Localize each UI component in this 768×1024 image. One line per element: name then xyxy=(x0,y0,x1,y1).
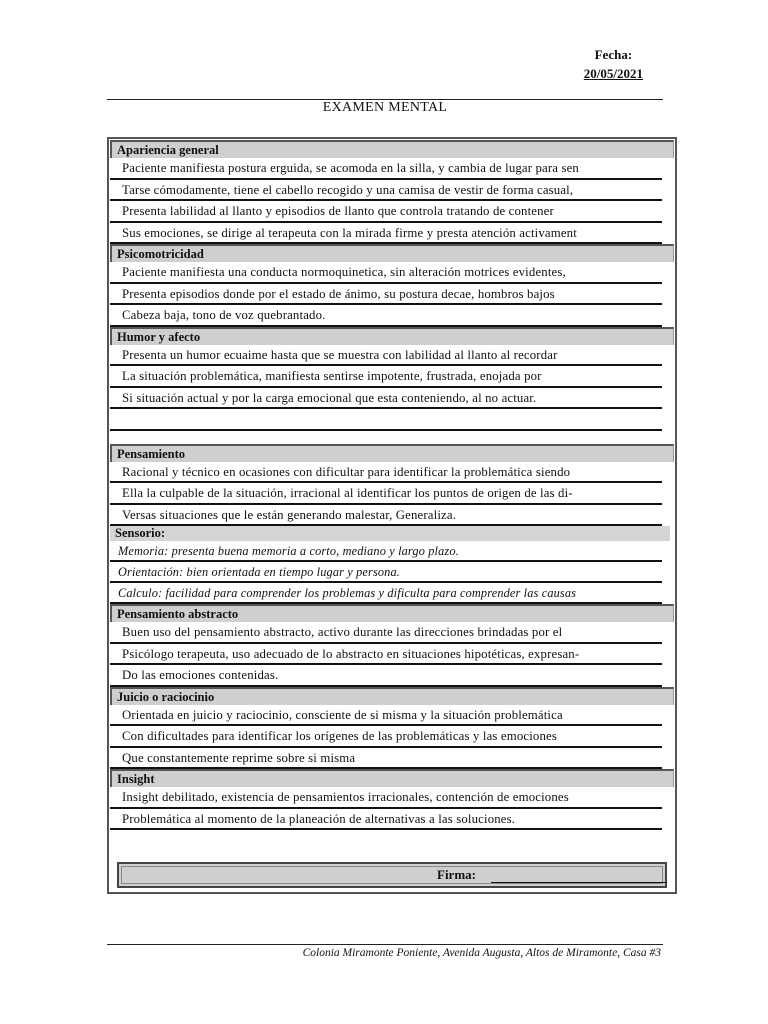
humor-blank-line xyxy=(110,409,662,431)
pensamiento-line: Racional y técnico en ocasiones con dificultar para identificar la problemática siendo xyxy=(110,462,662,484)
exam-form xyxy=(107,137,677,894)
date-value: 20/05/2021 xyxy=(583,66,643,81)
spacer xyxy=(110,431,674,444)
section-header-juicio: Juicio o raciocinio xyxy=(110,687,674,705)
humor-line: Si situación actual y por la carga emocional que esta conteniendo, al no actuar. xyxy=(110,388,662,410)
apariencia-line: Tarse cómodamente, tiene el cabello recogido y una camisa de vestir de forma casual, xyxy=(110,180,662,202)
date-block xyxy=(584,45,643,83)
humor-line: Presenta un humor ecuaime hasta que se muestra con labilidad al llanto al recordar xyxy=(110,345,662,367)
signature-line xyxy=(491,882,667,883)
section-header-humor: Humor y afecto xyxy=(110,327,674,345)
insight-line: Insight debilitado, existencia de pensamientos irracionales, contención de emociones xyxy=(110,787,662,809)
section-header-insight: Insight xyxy=(110,769,674,787)
pensamiento-line: Ella la culpable de la situación, irracional al identificar los puntos de origen de las di- xyxy=(110,483,662,505)
section-header-pensamiento: Pensamiento xyxy=(110,444,674,462)
sensorio-line: Calculo: facilidad para comprender los problemas y dificulta para comprender las causas xyxy=(110,583,662,604)
humor-line: La situación problemática, manifiesta sentirse impotente, frustrada, enojada por xyxy=(110,366,662,388)
pensamiento-line: Versas situaciones que le están generando malestar, Generaliza. xyxy=(110,505,662,527)
section-header-psicomotricidad: Psicomotricidad xyxy=(110,244,674,262)
page-title: EXAMEN MENTAL xyxy=(322,100,448,115)
apariencia-line: Presenta labilidad al llanto y episodios de llanto que controla tratando de contener xyxy=(110,201,662,223)
apariencia-line: Sus emociones, se dirige al terapeuta con la mirada firme y presta atención activament xyxy=(110,223,662,245)
abstracto-line: Do las emociones contenidas. xyxy=(110,665,662,687)
juicio-line: Orientada en juicio y raciocinio, consciente de si misma y la situación problemática xyxy=(110,705,662,727)
juicio-line: Con dificultades para identificar los orígenes de las problemáticas y las emociones xyxy=(110,726,662,748)
psicomotricidad-line: Cabeza baja, tono de voz quebrantado. xyxy=(110,305,662,327)
footer-divider xyxy=(107,944,663,945)
footer-address: Colonia Miramonte Poniente, Avenida Augusta, Altos de Miramonte, Casa #3 xyxy=(302,947,661,959)
psicomotricidad-line: Paciente manifiesta una conducta normoquinetica, sin alteración motrices evidentes, xyxy=(110,262,662,284)
section-header-abstracto: Pensamiento abstracto xyxy=(110,604,674,622)
abstracto-line: Buen uso del pensamiento abstracto, activo durante las direcciones brindadas por el xyxy=(110,622,662,644)
sensorio-line: Memoria: presenta buena memoria a corto, mediano y largo plazo. xyxy=(110,541,662,562)
apariencia-line: Paciente manifiesta postura erguida, se acomoda en la silla, y cambia de lugar para sen xyxy=(110,158,662,180)
signature-bar xyxy=(117,862,667,888)
signature-label: Firma: xyxy=(437,867,476,882)
insight-line: Problemática al momento de la planeación de alternativas a las soluciones. xyxy=(110,809,662,831)
abstracto-line: Psicólogo terapeuta, uso adecuado de lo abstracto en situaciones hipotéticas, expresan- xyxy=(110,644,662,666)
psicomotricidad-line: Presenta episodios donde por el estado de ánimo, su postura decae, hombros bajos xyxy=(110,284,662,306)
section-header-sensorio: Sensorio: xyxy=(110,526,670,541)
sensorio-line: Orientación: bien orientada en tiempo lugar y persona. xyxy=(110,562,662,583)
section-header-apariencia: Apariencia general xyxy=(110,140,674,158)
date-label: Fecha: xyxy=(594,47,633,62)
juicio-line: Que constantemente reprime sobre si misma xyxy=(110,748,662,770)
